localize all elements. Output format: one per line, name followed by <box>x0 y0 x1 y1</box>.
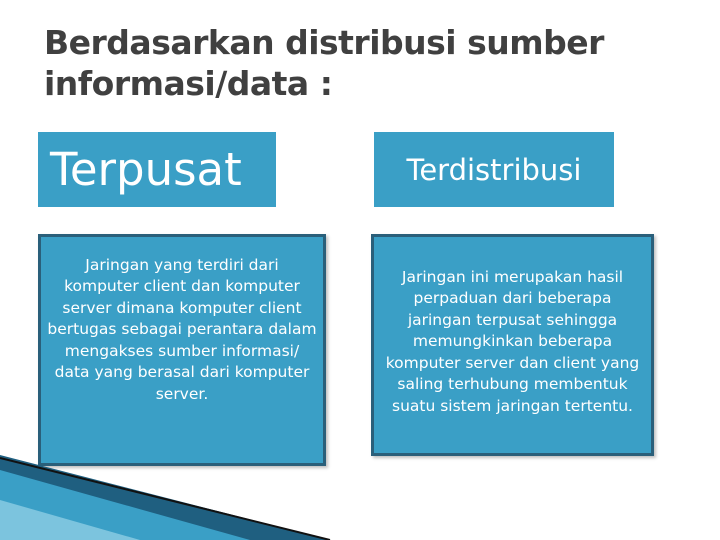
description-terpusat: Jaringan yang terdiri dari komputer client dan komputer server dimana komputer client bertugas sebagai perantara dalam mengakses sumber informasi/ data yang berasal dari komputer server. <box>38 234 326 466</box>
heading-terpusat: Terpusat <box>38 132 276 207</box>
corner-wedge-dark <box>0 455 330 540</box>
description-terdistribusi: Jaringan ini merupakan hasil perpaduan dari beberapa jaringan terpusat sehingga memungkinkan beberapa komputer server dan client yang saling terhubung membentuk suatu sistem jaringan tertentu. <box>371 234 654 456</box>
slide-title: Berdasarkan distribusi sumber informasi/data : <box>44 23 604 103</box>
heading-terdistribusi: Terdistribusi <box>374 132 614 207</box>
corner-wedge-light <box>0 470 250 540</box>
corner-line <box>0 458 330 540</box>
corner-wedge-pale <box>0 500 140 540</box>
